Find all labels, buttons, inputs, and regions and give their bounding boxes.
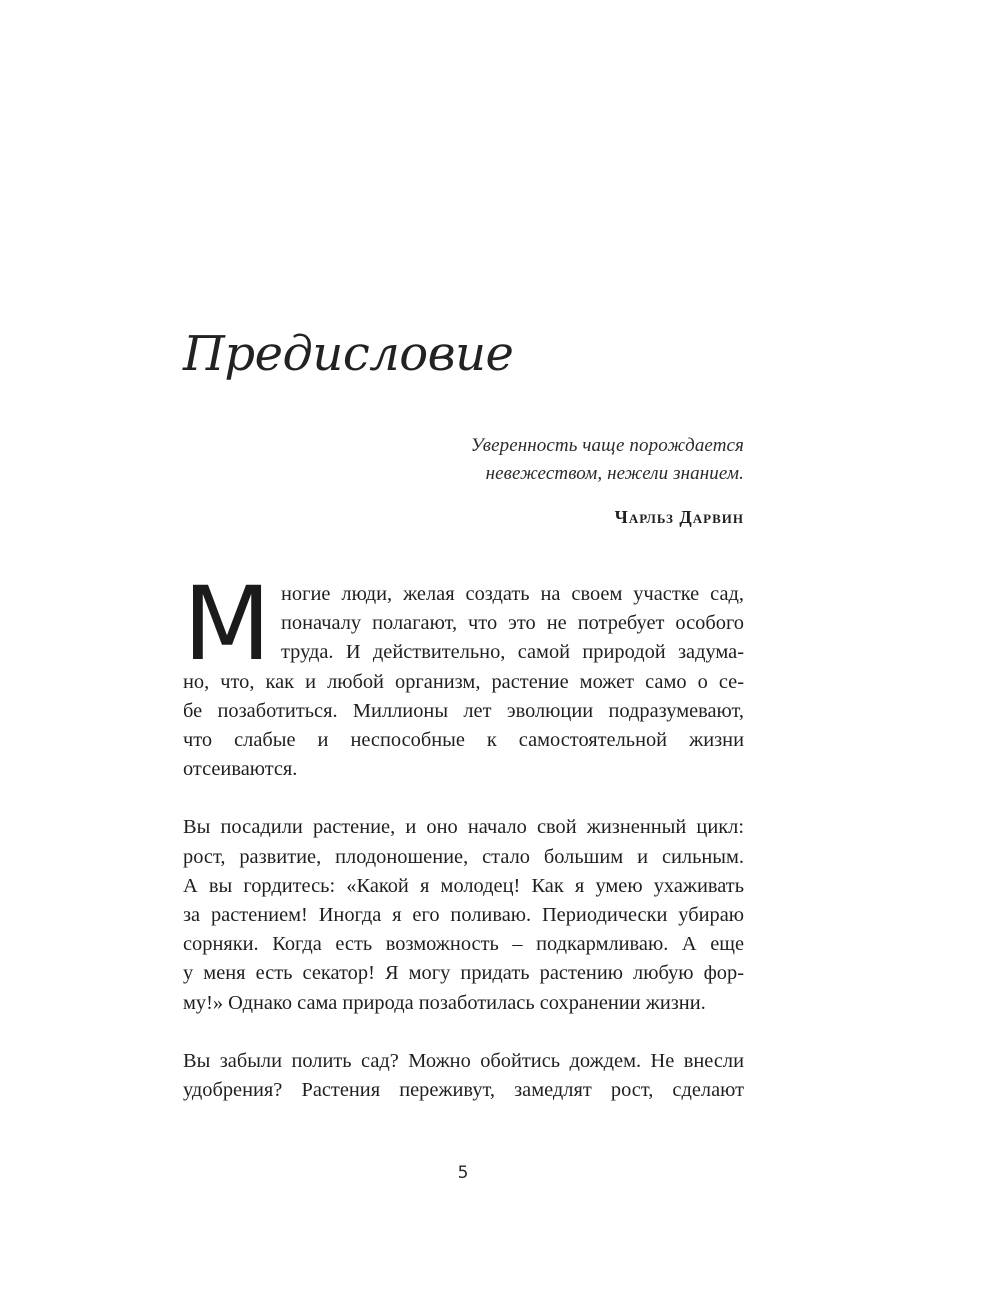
text-line: но, что, как и любой организм, растение может само о се- <box>183 670 744 693</box>
drop-cap: М <box>183 565 270 684</box>
text-line: ногие люди, желая создать на своем участке сад, <box>281 583 744 605</box>
chapter-title: Предисловие <box>183 326 514 382</box>
text-line: труда. И действительно, самой природой задума- <box>281 641 744 664</box>
text-line: отсеиваются. <box>183 758 298 781</box>
text-line: сорняки. Когда есть возможность – подкармливаю. А еще <box>183 933 744 956</box>
epigraph-author: Чарльз Дарвин <box>614 507 744 527</box>
epigraph-quote-line: Уверенность чаще порождается <box>470 435 744 456</box>
epigraph-quote-line: невежеством, нежели знанием. <box>485 463 744 484</box>
text-line: Вы забыли полить сад? Можно обойтись дождем. Не внесли <box>183 1049 744 1072</box>
epigraph-quote <box>324 432 744 488</box>
text-line: Вы посадили растение, и оно начало свой жизненный цикл: <box>183 816 744 839</box>
text-line: за растением! Иногда я его поливаю. Периодически убираю <box>183 904 744 927</box>
page-number: 5 <box>457 1163 469 1183</box>
text-line: удобрения? Растения переживут, замедлят рост, сделают <box>183 1079 744 1102</box>
text-line: у меня есть секатор! Я могу придать растению любую фор- <box>183 962 744 985</box>
body-text <box>183 565 744 1105</box>
text-line: что слабые и неспособные к самостоятельной жизни <box>183 729 744 752</box>
text-line: А вы гордитесь: «Какой я молодец! Как я умею ухаживать <box>183 874 744 897</box>
text-line: поначалу полагают, что это не потребует особого <box>281 612 744 635</box>
text-line: бе позаботиться. Миллионы лет эволюции подразумевают, <box>183 699 744 722</box>
paragraph <box>183 813 744 1017</box>
text-line: рост, развитие, плодоношение, стало большим и сильным. <box>183 845 744 868</box>
text-line: му!» Однако сама природа позаботилась сохранении жизни. <box>183 991 706 1014</box>
epigraph <box>324 432 744 530</box>
paragraph <box>183 565 744 784</box>
paragraph <box>183 1047 744 1105</box>
